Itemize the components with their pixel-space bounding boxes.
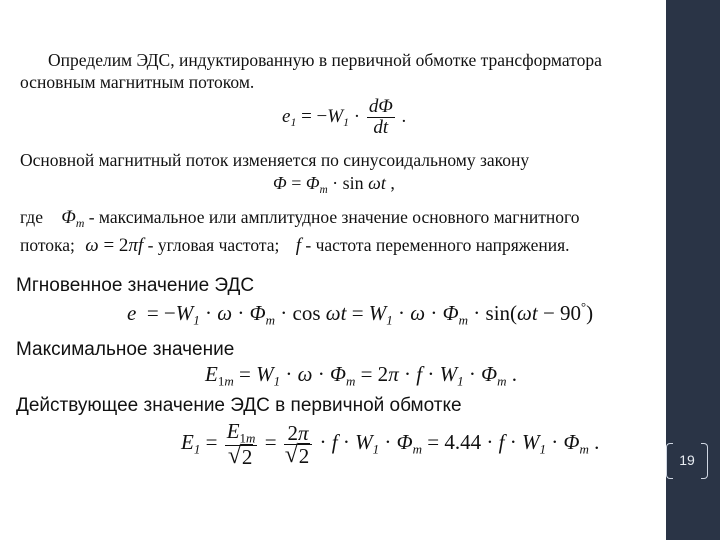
- instant-emf-heading: Мгновенное значение ЭДС: [16, 275, 255, 296]
- omega-formula-rest: = 2πf: [98, 235, 144, 256]
- angular-frequency-desc: - угловая частота;: [147, 235, 280, 255]
- intro-line-2: основным магнитным потоком.: [20, 72, 255, 92]
- emf-derivative-formula: $e_1 = -W_1$ · $\frac{d\Phi}{dt}$ .: [282, 96, 407, 138]
- effective-value-heading: Действующее значение ЭДС в первичной обмотке: [16, 395, 462, 416]
- f-symbol: f: [295, 235, 301, 256]
- where-definition: - максимальное или амплитудное значение основного магнитного: [88, 207, 580, 227]
- bracket-right-icon: [701, 443, 708, 479]
- max-value-heading: Максимальное значение: [16, 339, 235, 360]
- flux-word: потока;: [20, 235, 75, 255]
- flux-sinus-formula: $\Phi = \Phi_m \cdot \sin \omega t$ ,: [273, 173, 395, 196]
- instant-emf-formula: $e = -W_1 \cdot \omega \cdot \Phi_m \cdot \cos \omega t = W_1 \cdot \omega \cdot \Phi_m \cdot \sin(\omega t - 90^\circ)$: [127, 300, 594, 328]
- flux-line: [20, 235, 570, 257]
- intro-line-1: Определим ЭДС, индуктированную в первичной обмотке трансформатора: [48, 50, 602, 70]
- max-emf-formula: $E_{1m} = W_1 \cdot \omega \cdot \Phi_m = 2\pi \cdot f \cdot W_1 \cdot \Phi_m$ .: [205, 362, 517, 389]
- frequency-desc: - частота переменного напряжения.: [305, 235, 570, 255]
- flux-intro-text: Основной магнитный поток изменяется по синусоидальному закону: [20, 150, 530, 170]
- where-line: [20, 207, 579, 231]
- where-word: где: [20, 207, 43, 227]
- effective-emf-formula: $E_1$ = $E_{1m}$ √ 2 = 2π √ 2 · $f \cdot W_1 \cdot \Phi_m = 4.44 \cdot f \cdot W_1 \cdot \Phi_m$ .: [181, 420, 599, 468]
- bracket-left-icon: [666, 443, 673, 479]
- page-number: 19: [679, 452, 695, 468]
- page-number-badge: [666, 443, 708, 477]
- phi-m-symbol: $\Phi_m$: [61, 207, 85, 231]
- omega-formula: ω: [85, 235, 99, 256]
